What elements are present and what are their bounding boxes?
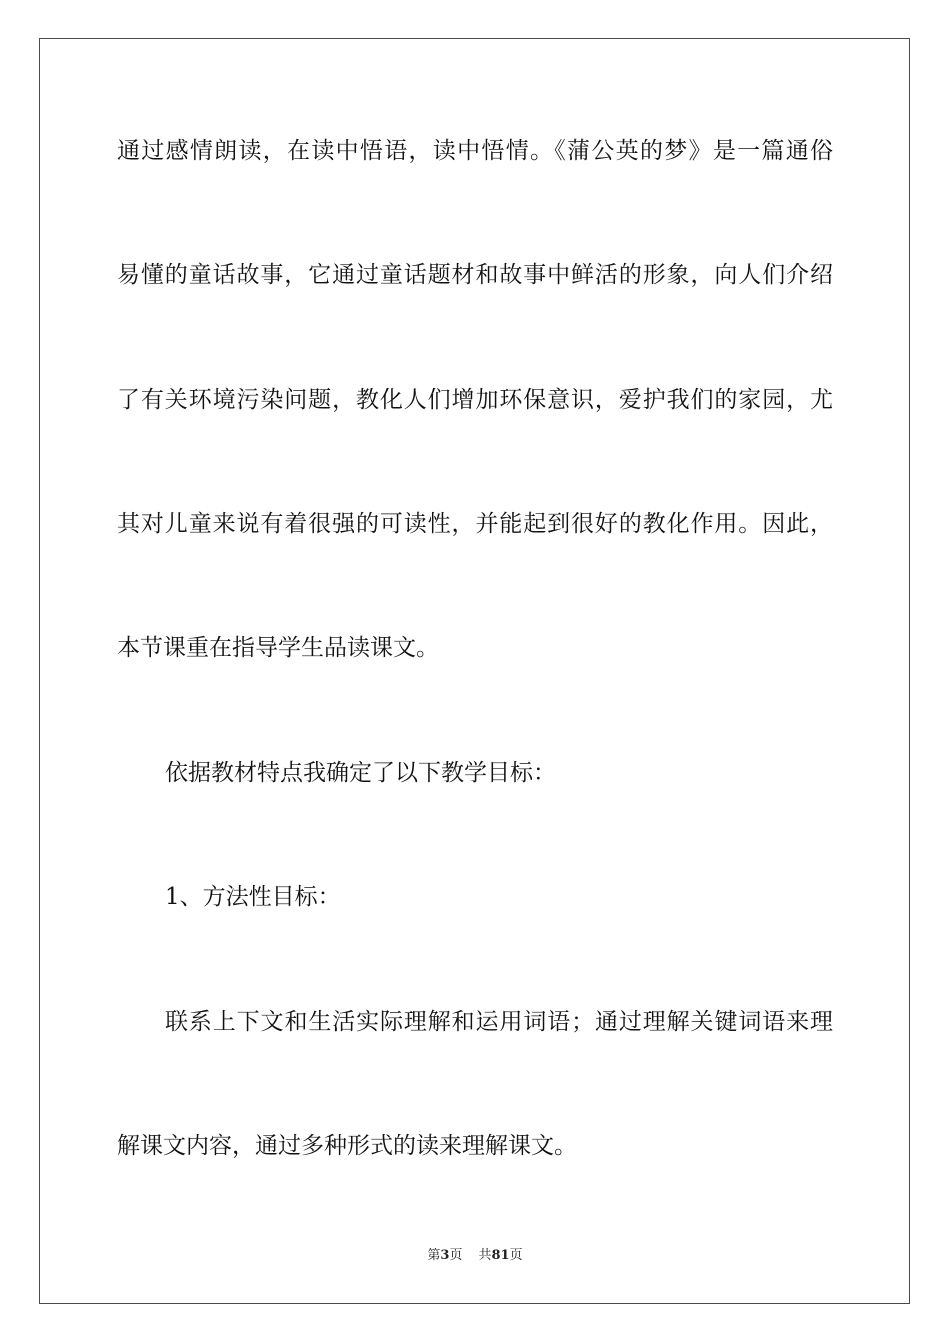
page-prefix: 第	[427, 1248, 441, 1263]
paragraph-line: 了有关环境污染问题，教化人们增加环保意识，爱护我们的家园，尤	[117, 387, 833, 413]
total-prefix: 共	[478, 1248, 492, 1263]
paragraph-line: 通过感情朗读，在读中悟语，读中悟情。《蒲公英的梦》是一篇通俗	[117, 138, 833, 164]
page-border	[39, 38, 910, 1304]
paragraph-line: 1、方法性目标：	[165, 884, 341, 910]
paragraph-line: 依据教材特点我确定了以下教学目标：	[165, 760, 556, 786]
paragraph-line: 本节课重在指导学生品读课文。	[117, 635, 439, 661]
page-suffix: 页	[449, 1248, 463, 1263]
page-number: 3	[440, 1248, 450, 1263]
paragraph-line: 其对儿童来说有着很强的可读性，并能起到很好的教化作用。因此，	[117, 511, 833, 537]
total-suffix: 页	[509, 1248, 523, 1263]
paragraph-line: 易懂的童话故事，它通过童话题材和故事中鲜活的形象，向人们介绍	[117, 262, 833, 288]
paragraph-line: 联系上下文和生活实际理解和运用词语；通过理解关键词语来理	[165, 1009, 833, 1035]
paragraph-line: 解课文内容，通过多种形式的读来理解课文。	[117, 1133, 577, 1159]
page-footer	[0, 1247, 950, 1265]
total-pages: 81	[491, 1248, 510, 1263]
